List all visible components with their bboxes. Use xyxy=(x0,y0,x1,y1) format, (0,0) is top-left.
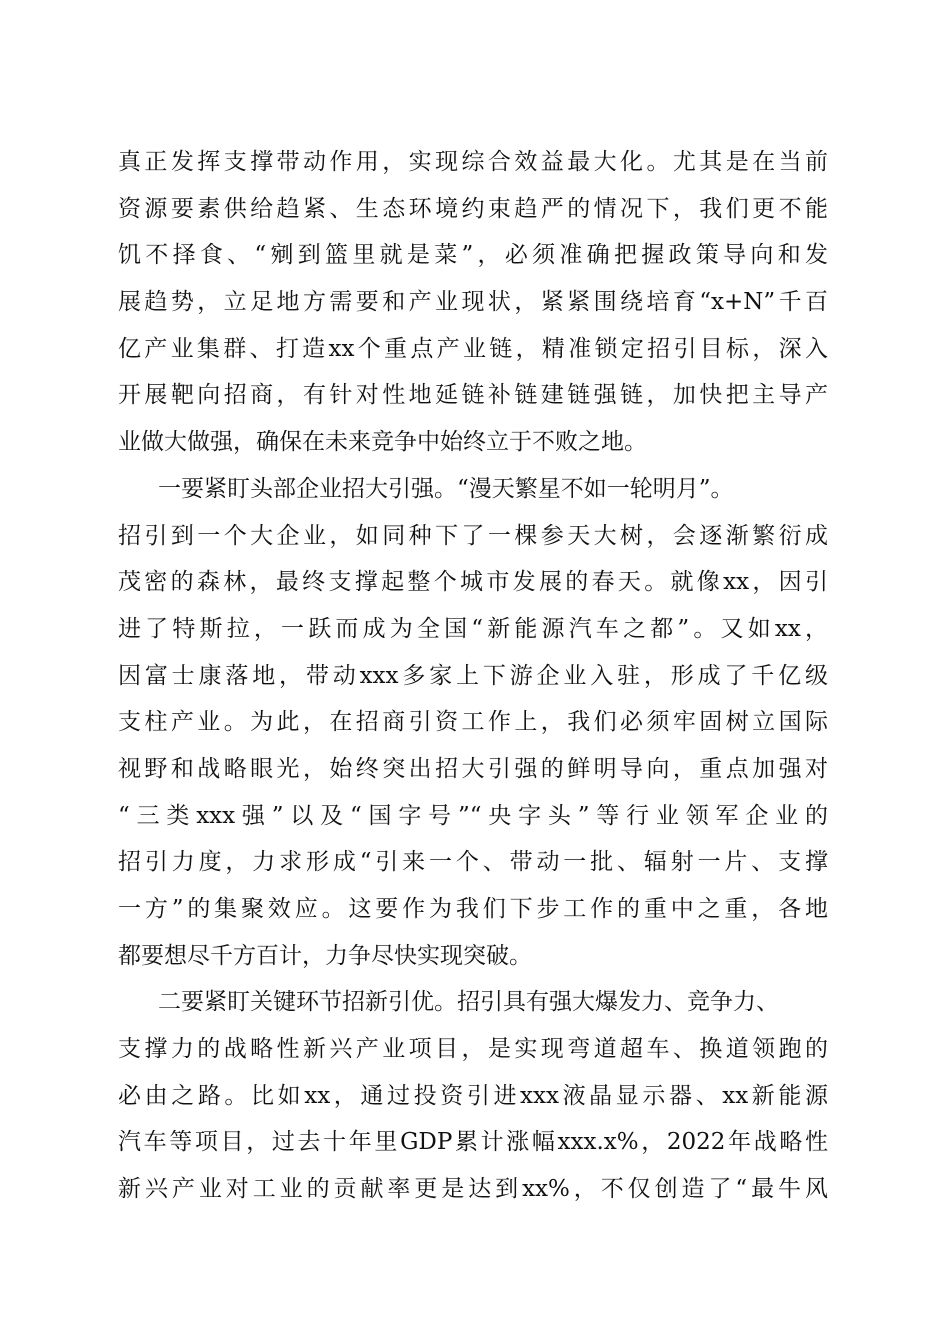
text-line: 茂密的森林，最终支撑起整个城市发展的春天。就像xx，因引 xyxy=(118,569,828,596)
text-line: 展趋势，立足地方需要和产业现状，紧紧围绕培育“x+N”千百 xyxy=(118,289,828,316)
text-line: 饥不择食、“剜到篮里就是菜”，必须准确把握政策导向和发 xyxy=(118,242,828,269)
text-line: 进了特斯拉，一跃而成为全国“新能源汽车之都”。又如xx， xyxy=(118,615,828,642)
text-line: 真正发挥支撑带动作用，实现综合效益最大化。尤其是在当前 xyxy=(118,149,828,175)
text-line: 视野和战略眼光，始终突出招大引强的鲜明导向，重点加强对 xyxy=(118,755,828,782)
text-line: 因富士康落地，带动xxx多家上下游企业入驻，形成了千亿级 xyxy=(118,662,828,689)
text-line: 资源要素供给趋紧、生态环境约束趋严的情况下，我们更不能 xyxy=(118,195,828,222)
paragraph-first-line: 二要紧盯关键环节招新引优。招引具有强大爆发力、竞争力、 xyxy=(158,989,779,1016)
text-line: 汽车等项目，过去十年里GDP累计涨幅xxx.x%，2022年战略性 xyxy=(118,1129,828,1156)
text-line: 招引到一个大企业，如同种下了一棵参天大树，会逐渐繁衍成 xyxy=(118,522,828,549)
text-line: 新兴产业对工业的贡献率更是达到xx%，不仅创造了“最牛风 xyxy=(118,1176,828,1203)
text-line: 业做大做强，确保在未来竞争中始终立于不败之地。 xyxy=(118,429,647,456)
paragraph-first-line: 一要紧盯头部企业招大引强。“漫天繁星不如一轮明月”。 xyxy=(158,475,734,502)
text-line: 支撑力的战略性新兴产业项目，是实现弯道超车、换道领跑的 xyxy=(118,1036,828,1063)
document-body xyxy=(118,139,828,1213)
text-line: 一方”的集聚效应。这要作为我们下步工作的重中之重，各地 xyxy=(118,896,828,922)
text-line: 都要想尽千方百计，力争尽快实现突破。 xyxy=(118,942,532,969)
text-line: 必由之路。比如xx，通过投资引进xxx液晶显示器、xx新能源 xyxy=(118,1082,828,1109)
text-line: 支柱产业。为此，在招商引资工作上，我们必须牢固树立国际 xyxy=(118,709,828,736)
text-line: 招引力度，力求形成“引来一个、带动一批、辐射一片、支撑 xyxy=(118,849,828,876)
text-line: 开展靶向招商，有针对性地延链补链建链强链，加快把主导产 xyxy=(118,382,828,409)
text-line: “三类xxx强”以及“国字号”“央字头”等行业领军企业的 xyxy=(118,802,828,829)
text-line: 亿产业集群、打造xx个重点产业链，精准锁定招引目标，深入 xyxy=(118,335,828,362)
